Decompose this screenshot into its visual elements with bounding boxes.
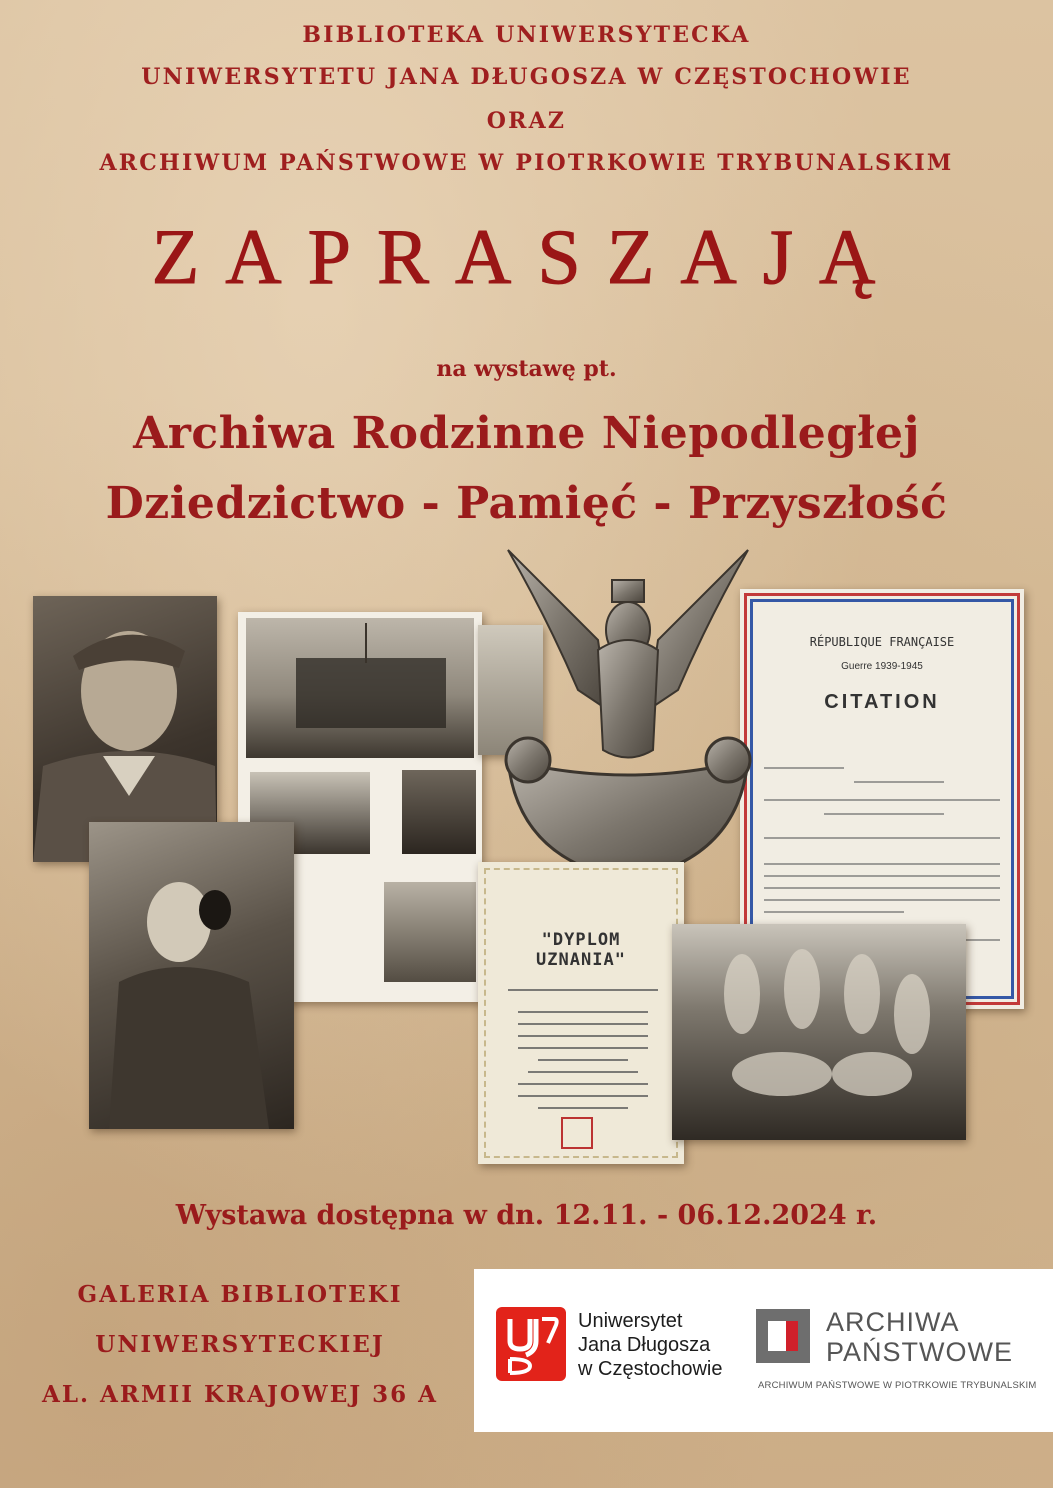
exhibition-title-line-1: Archiwa Rodzinne Niepodległej — [133, 408, 920, 459]
exhibition-dates: Wystawa dostępna w dn. 12.11. - 06.12.2024 r. — [175, 1200, 878, 1231]
ujd-line-2: Jana Długosza — [578, 1334, 711, 1356]
archives-subtitle: ARCHIWUM PAŃSTWOWE W PIOTRKOWIE TRYBUNALSKIM — [758, 1380, 1037, 1391]
partner-logos — [474, 1269, 1053, 1432]
venue-line-1: GALERIA BIBLIOTEKI — [77, 1281, 403, 1308]
family-photo — [402, 770, 476, 854]
citation-republic: RÉPUBLIQUE FRANÇAISE — [809, 635, 955, 649]
exhibition-subtitle: na wystawę pt. — [436, 356, 617, 382]
couple-photo — [384, 882, 476, 982]
citation-war: Guerre 1939-1945 — [841, 661, 923, 672]
eagle-emblem-icon — [488, 540, 778, 900]
soldiers-outdoor-illustration — [672, 924, 966, 1140]
ujd-line-1: Uniwersytet — [578, 1310, 683, 1332]
org-line-3: ORAZ — [486, 108, 567, 134]
soldiers-outdoor-photo — [672, 924, 966, 1140]
man-with-cat-illustration — [89, 822, 294, 1129]
venue-line-3: AL. ARMII KRAJOWEJ 36 A — [42, 1381, 438, 1408]
diploma-heading-1: "DYPLOM — [541, 930, 621, 950]
exhibition-title-line-2: Dziedzictwo - Pamięć - Przyszłość — [105, 478, 948, 529]
ujd-logo-icon — [496, 1307, 566, 1381]
diploma-heading-2: UZNANIA" — [536, 950, 626, 970]
archives-logo-icon — [756, 1309, 810, 1363]
org-line-2: UNIWERSYTETU JANA DŁUGOSZA W CZĘSTOCHOWIE — [141, 64, 912, 90]
man-with-cat-photo — [89, 822, 294, 1129]
archives-title-1: ARCHIWA — [826, 1307, 960, 1337]
ujd-logo-text — [578, 1309, 723, 1381]
ujd-line-3: w Częstochowie — [578, 1358, 723, 1380]
archives-title-2: PAŃSTWOWE — [826, 1337, 1013, 1367]
invite-heading: ZAPRASZAJĄ — [151, 213, 902, 300]
eagle-badge-image — [488, 540, 778, 900]
org-line-1: BIBLIOTEKA UNIWERSYTECKA — [302, 22, 751, 48]
sailors-group-photo — [246, 618, 474, 758]
archives-logo-text — [826, 1307, 1013, 1367]
diploma-document — [478, 862, 684, 1164]
org-line-4: ARCHIWUM PAŃSTWOWE W PIOTRKOWIE TRYBUNALSKIM — [99, 150, 954, 176]
venue-line-2: UNIWERSYTECKIEJ — [95, 1331, 385, 1358]
citation-heading: CITATION — [824, 691, 940, 713]
diploma-text-lines — [498, 982, 668, 1152]
